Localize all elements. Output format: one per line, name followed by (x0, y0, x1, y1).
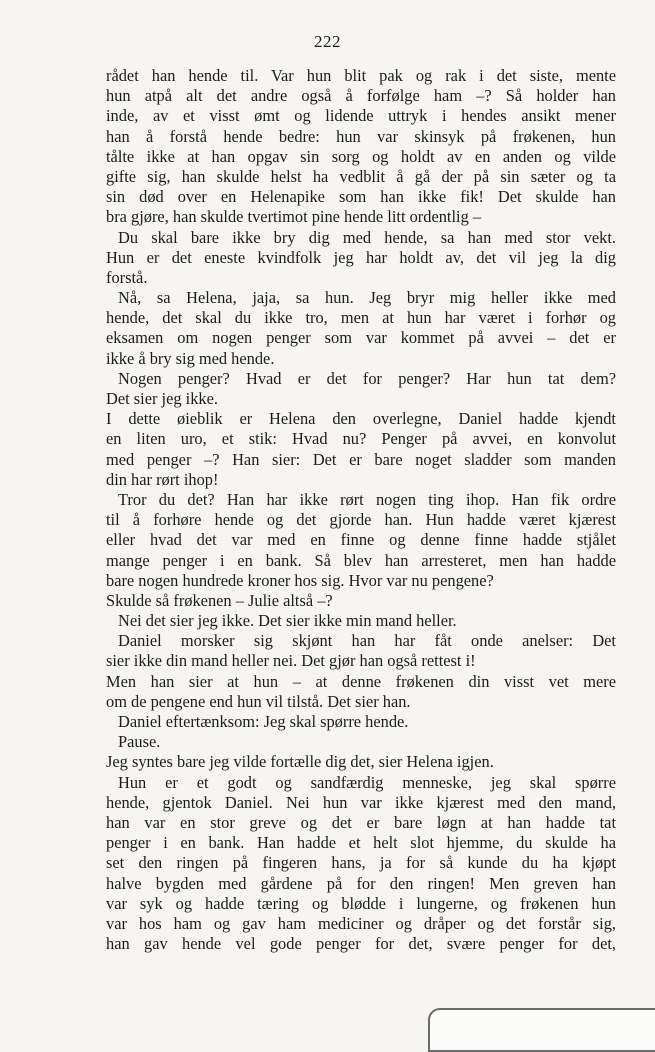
text-line: din har rørt ihop! (106, 469, 219, 489)
text-line: bra gjøre, han skulde tvertimot pine hende litt ordentlig – (106, 207, 482, 227)
text-line: sin død over en Helenapike som han ikke fik! Det skulde han (106, 187, 616, 207)
text-line: hende, gjentok Daniel. Nei hun var ikke kjærest med den mand, (106, 792, 616, 812)
text-line: Men han sier at hun – at denne frøkenen din visst vet mere (106, 671, 616, 691)
text-line: I dette øieblik er Helena den overlegne, Daniel hadde kjendt (106, 409, 616, 429)
text-line: Nogen penger? Hvad er det for penger? Har hun tat dem? (118, 368, 616, 388)
text-line: Du skal bare ikke bry dig med hende, sa han med stor vekt. (118, 227, 616, 247)
text-line: Pause. (118, 732, 161, 752)
text-line: sier ikke din mand heller nei. Det gjør han også rettest i! (106, 651, 476, 671)
body-text (106, 66, 616, 954)
page-corner-curl (428, 1008, 655, 1052)
text-line: Det sier jeg ikke. (106, 389, 218, 408)
text-line: han var en stor greve og det er bare løgn at han hadde tat (106, 812, 616, 832)
text-line: Jeg syntes bare jeg vilde fortælle dig det, sier Helena igjen. (106, 752, 494, 772)
text-line: penger i en bank. Han hadde et helt slot hjemme, du skulde ha (106, 833, 616, 853)
text-line: Skulde så frøkenen – Julie altså –? (106, 590, 333, 610)
text-line: bare nogen hundrede kroner hos sig. Hvor var nu pengene? (106, 570, 494, 590)
text-line: gifte sig, han skulde helst ha vedblit å gå der på sin sæter og ta (106, 166, 616, 186)
text-line: eksamen om nogen penger som var kommet på avvei – det er (106, 328, 616, 348)
page-number: 222 (314, 32, 341, 51)
text-line: halve bygden med gårdene på for den ringen! Men greven han (106, 873, 616, 893)
text-line: om de pengene end hun vil tilstå. Det sier han. (106, 691, 411, 711)
text-line: rådet han hende til. Var hun blit pak og rak i det siste, mente (106, 66, 616, 85)
text-line: med penger –? Han sier: Det er bare noget sladder som manden (106, 449, 616, 469)
text-line: forstå. (106, 267, 148, 287)
text-line: mange penger i en bank. Så blev han arresteret, men han hadde (106, 550, 616, 570)
text-line: til å forhøre hende og det gjorde han. Hun hadde været kjærest (106, 510, 616, 530)
text-line: inde, av et visst ømt og lidende uttryk i hendes ansikt mener (106, 106, 616, 126)
text-line: Hun er det eneste kvindfolk jeg har holdt av, det vil jeg la dig (106, 247, 616, 267)
text-line: Nei det sier jeg ikke. Det sier ikke min mand heller. (118, 611, 457, 631)
text-line: Hun er et godt og sandfærdig menneske, jeg skal spørre (118, 772, 616, 792)
text-line: Nå, sa Helena, jaja, sa hun. Jeg bryr mig heller ikke med (118, 288, 616, 308)
text-line: set den ringen på fingeren hans, ja for så kunde du ha kjøpt (106, 853, 616, 873)
text-line: hende, det skal du ikke tro, men at hun har været i forhør og (106, 308, 616, 328)
text-line: var hos ham og gav ham mediciner og dråper og det forstår sig, (106, 913, 616, 933)
text-line: Tror du det? Han har ikke rørt nogen ting ihop. Han fik ordre (118, 489, 616, 509)
text-line: tålte ikke at han opgav sin sorg og holdt av en anden og vilde (106, 146, 616, 166)
text-line: han å forstå hende bedre: hun var skinsyk på frøkenen, hun (106, 126, 616, 146)
text-line: Daniel morsker sig skjønt han har fåt onde anelser: Det (118, 631, 616, 651)
text-line: var syk og hadde tæring og blødde i lungerne, og frøkenen hun (106, 893, 616, 913)
text-line: Daniel eftertænksom: Jeg skal spørre hende. (118, 712, 409, 731)
text-line: eller hvad det var med en finne og denne finne hadde stjålet (106, 530, 616, 550)
text-line: hun atpå alt det andre også å forfølge ham –? Så holder han (106, 86, 616, 106)
text-line: en liten uro, et stik: Hvad nu? Penger på avvei, en konvolut (106, 429, 616, 449)
text-line: han gav hende vel gode penger for det, svære penger for det, (106, 934, 616, 954)
text-line: ikke å bry sig med hende. (106, 348, 275, 368)
